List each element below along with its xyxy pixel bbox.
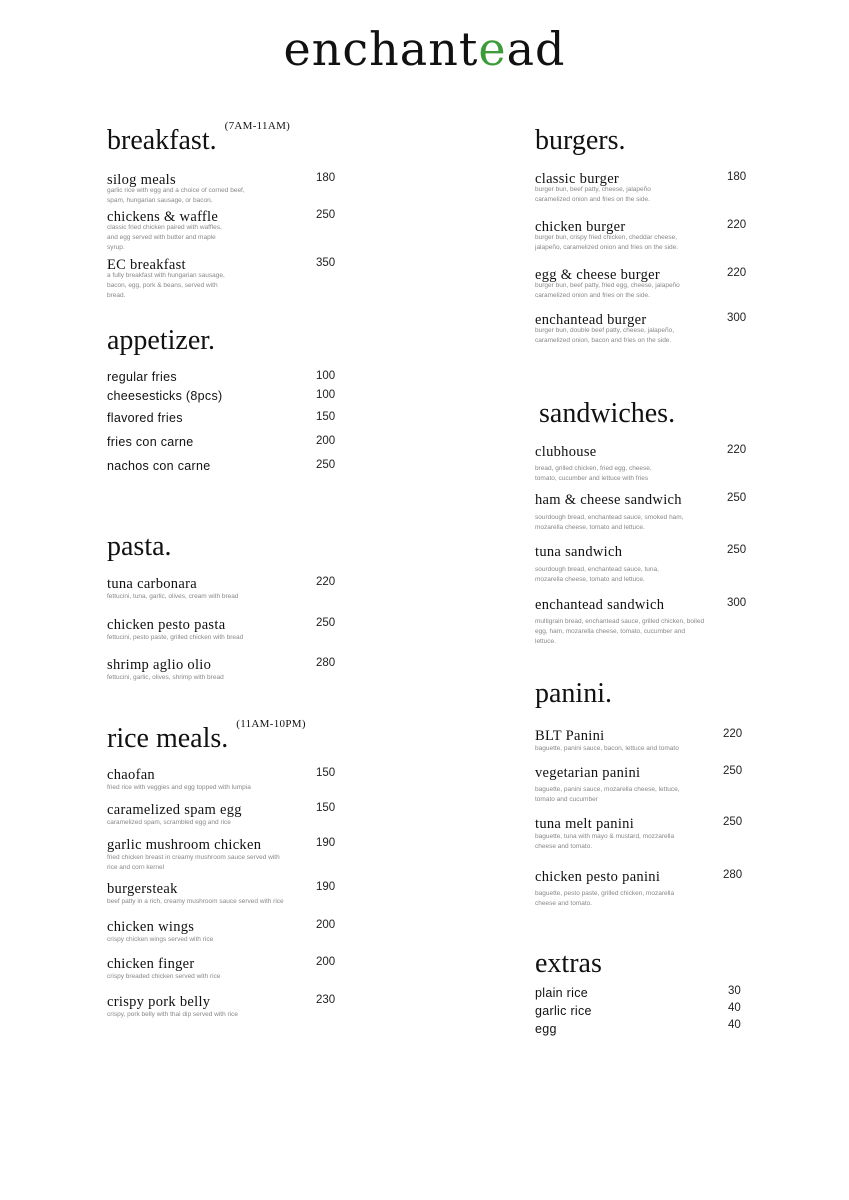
item-price: 200 [316, 956, 336, 968]
item-name: chaofan [107, 767, 155, 783]
item-description: sourdough bread, enchantead sauce, tuna, mozarella cheese, tomato and lettuce. [535, 566, 659, 583]
leaf-letter: e [478, 22, 507, 76]
item-price: 190 [316, 837, 336, 849]
item-name: silog meals [107, 172, 176, 188]
item-description: classic fried chicken paired with waffles, and egg served with butter and maple syrup. [107, 224, 222, 251]
item-price: 220 [316, 576, 336, 588]
item-price: 250 [316, 617, 336, 629]
item-description: multigrain bread, enchantead sauce, grilled chicken, boiled egg, ham, mozarella cheese, tomato, cucumber and lettuce. [535, 618, 705, 645]
item-name: classic burger [535, 171, 620, 187]
item-price: 100 [316, 389, 336, 401]
item-name: regular fries [107, 370, 177, 384]
item-name: clubhouse [535, 444, 597, 460]
section-title: extras [535, 948, 602, 979]
item-name: shrimp aglio olio [107, 657, 212, 673]
item-name: caramelized spam egg [107, 802, 242, 818]
item-price: 190 [316, 881, 336, 893]
item-price: 200 [316, 435, 336, 447]
item-name: egg & cheese burger [535, 267, 661, 283]
item-name: garlic rice [535, 1004, 592, 1018]
brand-logo-end: ad [506, 22, 566, 76]
item-description: fried chicken breast in creamy mushroom sauce served with rice and corn kernel [107, 854, 280, 871]
item-price: 220 [723, 728, 743, 740]
item-price: 200 [316, 919, 336, 931]
item-description: fettucini, tuna, garlic, olives, cream with bread [107, 593, 239, 600]
item-description: burger bun, beef patty, fried egg, cheese, jalapeño caramelized onion and fries on the side. [535, 282, 680, 299]
item-description: burger bun, beef patty, cheese, jalapeño caramelized onion and fries on the side. [535, 186, 651, 203]
item-name: ham & cheese sandwich [535, 492, 682, 508]
item-price: 250 [723, 765, 743, 777]
item-price: 250 [723, 816, 743, 828]
item-price: 40 [728, 1019, 741, 1031]
item-description: bread, grilled chicken, fried egg, cheese, tomato, cucumber and lettuce with fries [535, 465, 652, 482]
item-price: 250 [316, 209, 336, 221]
section-title-text: breakfast. [107, 125, 217, 156]
item-name: chicken pesto panini [535, 869, 661, 885]
item-price: 150 [316, 802, 336, 814]
item-name: enchantead burger [535, 312, 647, 328]
item-price: 220 [727, 444, 747, 456]
item-name: tuna sandwich [535, 544, 623, 560]
section-title: appetizer. [107, 325, 216, 356]
item-description: burger bun, crispy fried chicken, cheddar cheese, jalapeño, caramelized onion and fries on the side. [535, 234, 679, 251]
item-description: baguette, panini sauce, bacon, lettuce and tomato [535, 745, 679, 752]
item-name: BLT Panini [535, 728, 605, 744]
item-name: chickens & waffle [107, 209, 219, 225]
item-name: plain rice [535, 986, 589, 1000]
item-description: fettucini, garlic, olives, shrimp with bread [107, 674, 224, 681]
item-price: 40 [728, 1002, 741, 1014]
item-name: chicken wings [107, 919, 195, 935]
item-name: tuna melt panini [535, 816, 635, 832]
item-price: 280 [316, 657, 336, 669]
item-price: 220 [727, 219, 747, 231]
item-description: sourdough bread, enchantead sauce, smoked ham, mozarella cheese, tomato and lettuce. [535, 514, 684, 531]
item-description: baguette, pesto paste, grilled chicken, mozarella cheese and tomato. [535, 890, 675, 907]
item-name: chicken pesto pasta [107, 617, 226, 633]
section-title: panini. [535, 678, 612, 709]
item-price: 220 [727, 267, 747, 279]
section-hours: (11AM-10PM) [236, 718, 306, 730]
item-description: beef patty in a rich, creamy mushroom sauce served with rice [107, 898, 284, 905]
section-hours: (7AM-11AM) [224, 120, 291, 132]
item-price: 280 [723, 869, 743, 881]
item-description: a fully breakfast with hungarian sausage, bacon, egg, pork & beans, served with bread. [107, 272, 225, 299]
item-name: burgersteak [107, 881, 178, 897]
item-price: 300 [727, 597, 747, 609]
item-name: crispy pork belly [107, 994, 211, 1010]
section-title [107, 120, 291, 156]
item-description: crispy, pork belly with thai dip served with rice [107, 1011, 239, 1018]
item-description: garlic rice with egg and a choice of corned beef, spam, hungarian sausage, or bacon. [107, 187, 245, 204]
item-name: enchantead sandwich [535, 597, 665, 613]
item-price: 30 [728, 985, 741, 997]
section-title [107, 718, 306, 754]
item-name: EC breakfast [107, 257, 186, 273]
item-price: 250 [316, 459, 336, 471]
item-description: crispy chicken wings served with rice [107, 936, 214, 943]
item-price: 230 [316, 994, 336, 1006]
brand-logo [0, 22, 849, 76]
item-name: chicken finger [107, 956, 195, 972]
item-name: fries con carne [107, 435, 194, 449]
section-title-text: rice meals. [107, 723, 229, 754]
brand-logo-start: enchant [283, 22, 479, 76]
item-price: 180 [727, 171, 747, 183]
section-title: sandwiches. [539, 398, 676, 429]
item-name: chicken burger [535, 219, 626, 235]
item-name: egg [535, 1022, 557, 1036]
section-title: burgers. [535, 125, 626, 156]
item-price: 250 [727, 544, 747, 556]
item-description: burger bun, double beef patty, cheese, jalapeño, caramelized onion, bacon and fries on the side. [535, 327, 675, 344]
item-price: 300 [727, 312, 747, 324]
item-name: tuna carbonara [107, 576, 197, 592]
item-price: 150 [316, 767, 336, 779]
item-name: cheesesticks (8pcs) [107, 389, 223, 403]
item-price: 150 [316, 411, 336, 423]
item-description: fettucini, pesto paste, grilled chicken with bread [107, 634, 244, 641]
item-description: crispy breaded chicken served with rice [107, 973, 221, 980]
item-name: nachos con carne [107, 459, 211, 473]
item-price: 180 [316, 172, 336, 184]
item-description: fried rice with veggies and egg topped with lumpia [107, 784, 251, 791]
item-name: garlic mushroom chicken [107, 837, 262, 853]
item-price: 100 [316, 370, 336, 382]
item-description: baguette, panini sauce, mozarella cheese, lettuce, tomato and cucumber [535, 786, 680, 803]
item-description: caramelized spam, scrambled egg and rice [107, 819, 231, 826]
item-name: vegetarian panini [535, 765, 641, 781]
item-name: flavored fries [107, 411, 183, 425]
item-price: 350 [316, 257, 336, 269]
item-price: 250 [727, 492, 747, 504]
section-title: pasta. [107, 531, 172, 562]
item-description: baguette, tuna with mayo & mustard, mozzarella cheese and tomato. [535, 833, 675, 850]
